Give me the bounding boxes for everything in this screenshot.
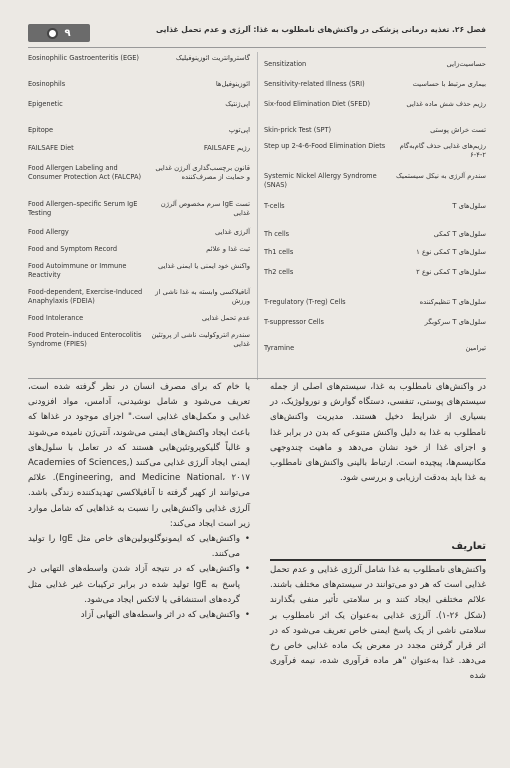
term-en: Eosinophilic Gastroenteritis (EGE): [28, 54, 139, 62]
term-fa: سلول‌های T کمکی: [433, 230, 486, 238]
glossary-row: [28, 100, 250, 109]
glossary-row: [264, 172, 486, 190]
term-fa: آنافیلاکسی وابسته به غذا ناشی از ورزش: [155, 288, 250, 305]
term-en: Systemic Nickel Allergy Syndrome (SNAS): [264, 172, 377, 189]
term-fa: گاستروانتریت ائوزینوفیلیک: [175, 54, 250, 62]
glossary-row: [264, 60, 486, 69]
term-fa: عدم تحمل غذایی: [201, 314, 250, 322]
body-left-column: [28, 380, 250, 623]
term-en: T-regulatory (T-reg) Cells: [264, 298, 346, 306]
glossary-row: [28, 262, 250, 280]
term-en: Step up 2-4-6-Food Elimination Diets: [264, 142, 386, 150]
glossary-row: [264, 230, 486, 239]
chapter-title: فصل ۲۶. تغذیه درمانی پزشکی در واکنش‌های نامطلوب به غذا: آلرژی و عدم تحمل غذایی: [155, 25, 486, 34]
glossary-row: [264, 126, 486, 135]
term-fa: تست IgE سرم مخصوص آلرژن غذایی: [160, 200, 250, 217]
glossary-row: [264, 80, 486, 89]
glossary-right-column: [264, 52, 486, 380]
term-en: Epigenetic: [28, 100, 63, 108]
term-fa: سلول‌های T: [452, 202, 486, 210]
term-en: T-suppressor Cells: [264, 318, 324, 326]
intro-paragraph: در واکنش‌های نامطلوب به غذا، سیستم‌های اصلی از جمله سیستم‌های پوستی، تنفسی، دستگاه گوارش و نورولوژیک، در بسیاری از شرایط دخیل هستند. مدیریت واکنش‌های نامطلوب به غذا به دلیل واکنش متنوعی که بدن در برابر غذا و اجزای غذا از خود نشان می‌دهد و ماهیت چندوجهی مکانیسم‌ها، پیچیده است. ارتباط بالینی واکنش‌های نامطلوب به غذا باید به‌دقت ارزیابی و بررسی شود.: [270, 382, 486, 484]
term-fa: رژیم حذف شش ماده غذایی: [406, 100, 486, 108]
term-en: Food Autoimmune or Immune Reactivity: [28, 262, 127, 279]
term-fa: رژیم FAILSAFE: [203, 144, 250, 152]
term-en: Tyramine: [264, 344, 295, 352]
glossary-row: [28, 331, 250, 349]
section-title-definitions: تعاریف: [270, 541, 486, 561]
term-fa: سلول‌های T کمکی نوع ۱: [416, 248, 486, 256]
glossary-row: [264, 298, 486, 307]
page-header: [28, 24, 486, 44]
glossary-left-column: [28, 52, 250, 380]
term-fa: رژیم‌های غذایی حذف گام‌به‌گام ۲-۴-۶: [399, 142, 486, 159]
term-fa: قانون برچسب‌گذاری آلرژن غذایی و حمایت از مصرف‌کننده: [155, 164, 250, 181]
term-en: Food Intolerance: [28, 314, 84, 322]
term-en: Food-dependent, Exercise-Induced Anaphylaxis (FDEIA): [28, 288, 143, 305]
glossary-row: [264, 202, 486, 211]
term-en: Eosinophils: [28, 80, 66, 88]
glossary-row: [28, 245, 250, 254]
glossary-bottom-rule: [28, 378, 486, 379]
term-fa: تیرامین: [465, 344, 486, 352]
term-en: Epitope: [28, 126, 54, 134]
glossary-table: [28, 52, 486, 380]
publisher-logo-icon: [47, 28, 58, 39]
glossary-row: [264, 268, 486, 277]
glossary-row: [264, 248, 486, 257]
term-fa: حساسیت‌زایی: [446, 60, 486, 68]
term-en: Food Allergen Labeling and Consumer Protection Act (FALCPA): [28, 164, 142, 181]
term-fa: سندرم انتروکولیت ناشی از پروتئین غذایی: [151, 331, 250, 348]
glossary-divider: [257, 52, 258, 380]
header-divider: [28, 47, 486, 48]
term-fa: سلول‌های T تنظیم‌کننده: [419, 298, 486, 306]
bullet-item: • واکنش‌هایی که در نتیجه آزاد شدن واسطه‌های التهابی در پاسخ به IgE تولید شده در برابر ترکیبات غیر غذایی مثل گرده‌های استنشاقی یا لاتکس ایجاد می‌شود.: [28, 562, 250, 608]
glossary-row: [28, 228, 250, 237]
term-en: Food Allergen–specific Serum IgE Testing: [28, 200, 138, 217]
glossary-row: [28, 200, 250, 218]
term-en: T-cells: [264, 202, 285, 210]
term-fa: سندرم آلرژی به نیکل سیستمیک: [395, 172, 486, 180]
glossary-row: [28, 288, 250, 306]
bullet-item: • واکنش‌هایی که در اثر واسطه‌های التهابی آزاد: [28, 608, 250, 623]
term-en: Sensitization: [264, 60, 307, 68]
glossary-row: [28, 54, 250, 63]
glossary-row: [28, 126, 250, 135]
term-fa: واکنش خود ایمنی یا ایمنی غذایی: [157, 262, 250, 270]
glossary-row: [264, 318, 486, 327]
glossary-row: [28, 314, 250, 323]
body-right-column-intro: [270, 380, 486, 486]
glossary-row: [264, 100, 486, 109]
bullet-item: • واکنش‌هایی که ایمونوگلوبولین‌های خاص مثل IgE را تولید می‌کنند.: [28, 532, 250, 562]
term-en: FAILSAFE Diet: [28, 144, 74, 152]
glossary-row: [28, 144, 250, 153]
left-paragraph: یا خام که برای مصرف انسان در نظر گرفته شده است، تعریف می‌شود و شامل نوشیدنی، آدامس، مواد افزودنی غذایی و مکمل‌های غذایی است." اجزای موجود در غذاها که باعث ایجاد واکنش‌های ایمنی می‌شوند، آنتی‌ژن نامیده می‌شوند و غالباً گلیکوپروتئین‌هایی هستند که در تعامل با سلول‌های ایمنی ایجاد آلرژی غذایی می‌کنند (Academies of Sciences, Engineering, and Medicine National، ۲۰۱۷). علائم می‌توانند از کهیر گرفته تا آنافیلاکسی تهدیدکننده زندگی باشد. آلرژی غذایی واکنش‌هایی را نسبت به غذاهایی که شامل موارد زیر است ایجاد می‌کند:: [28, 382, 250, 529]
term-fa: سلول‌های T کمکی نوع ۲: [416, 268, 486, 276]
term-fa: اپی‌ژنتیک: [225, 100, 250, 108]
glossary-row: [264, 142, 486, 160]
glossary-row: [28, 164, 250, 182]
term-en: Th2 cells: [264, 268, 294, 276]
term-fa: بیماری مرتبط با حساسیت: [412, 80, 486, 88]
term-fa: ثبت غذا و علائم: [206, 245, 250, 253]
term-fa: سلول‌های T سرکوبگر: [424, 318, 486, 326]
term-en: Sensitivity-related Illness (SRI): [264, 80, 365, 88]
page-number: ۹: [64, 27, 71, 39]
term-en: Food Protein–induced Enterocolitis Syndrome (FPIES): [28, 331, 142, 348]
term-en: Th1 cells: [264, 248, 294, 256]
term-fa: تست خراش پوستی: [430, 126, 486, 134]
term-en: Food and Symptom Record: [28, 245, 118, 253]
page-number-badge: [28, 24, 90, 42]
term-fa: اپی‌توپ: [228, 126, 250, 134]
term-fa: آلرژی غذایی: [214, 228, 250, 236]
definitions-paragraph-wrap: [270, 563, 486, 685]
term-en: Skin-prick Test (SPT): [264, 126, 332, 134]
term-fa: ائوزینوفیل‌ها: [215, 80, 250, 88]
glossary-row: [28, 80, 250, 89]
term-en: Th cells: [264, 230, 290, 238]
term-en: Six-food Elimination Diet (SFED): [264, 100, 371, 108]
glossary-row: [264, 344, 486, 353]
definitions-paragraph: واکنش‌های نامطلوب به غذا شامل آلرژی غذایی و عدم تحمل غذایی است که هر دو می‌توانند در سیستم‌های مختلف باشند. علائم مختلفی ایجاد کنند و بر سلامتی تأثیر منفی بگذارند (شکل ۲۶-۱). آلرژی غذایی به‌عنوان یک اثر نامطلوب بر سلامتی ناشی از یک پاسخ ایمنی خاص تعریف می‌شود که در اثر قرار گرفتن مجدد در معرض یک ماده غذایی خاص رخ می‌دهد. غذا به‌عنوان "هر ماده فرآوری شده، نیمه فرآوری شده: [270, 565, 486, 682]
term-en: Food Allergy: [28, 228, 69, 236]
